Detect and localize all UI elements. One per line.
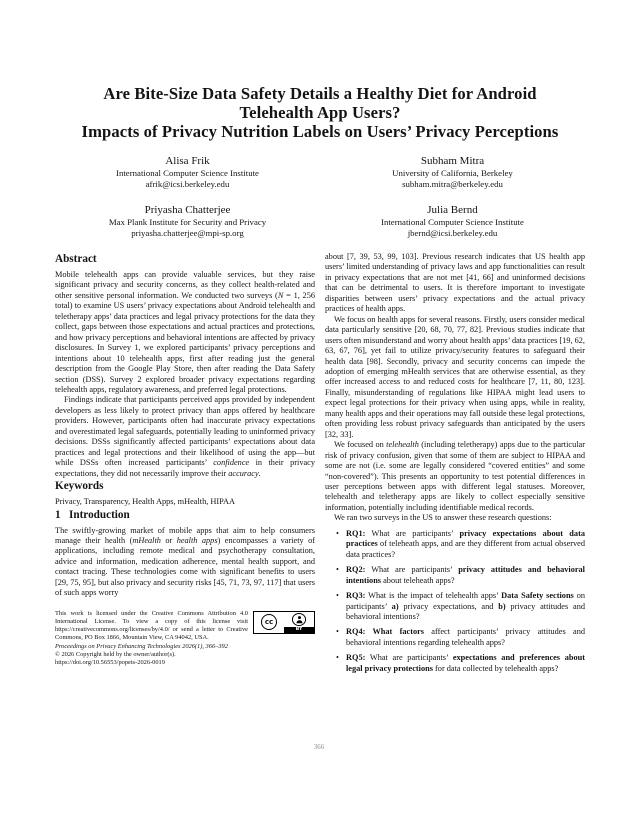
author-list — [55, 154, 585, 239]
page-number: 366 — [313, 744, 325, 751]
by-label: BY — [284, 627, 314, 633]
doi-link[interactable]: https://doi.org/10.56553/popets-2026-0019 — [55, 658, 165, 666]
author-block-4 — [320, 203, 585, 239]
intro-paragraph-4: We focused on telehealth (including teletherapy) apps due to the particular risk of privacy confusion, given that some of them are subject to HIPAA and some are not (i.e. some are legally considered “covered entities” and some “non-covered”). This presents an opportunity to test potential differences in user perceptions between apps with different legal statuses. Moreover, telehealth and teletherapy apps are likely to collect especially sensitive information, potentially including identifiable medical records. — [325, 440, 586, 512]
intro-paragraph-2: about [7, 39, 53, 99, 103]. Previous research indicates that US health app users’ limited understanding of privacy laws and app functionalities can result in privacy expectations that are not met [41, 66] and uninformed decisions that can be detrimental to users. It is therefore important to investigate disparities between users’ privacy expectations and the actual privacy practices of health apps. — [325, 252, 585, 314]
intro-paragraph-1: The swiftly-growing market of mobile apps that aim to help consumers manage their health (mHealth or health apps) encompasses a variety of applications, including remote medical and psychotherapy consultation, advice and information, medication adherence, mental health support, and contact tracing. These technologies come with significant benefits to users [29, 75, 95], but also privacy and security risks [45, 71, 73, 97, 117] that users of such apps worry — [55, 525, 315, 598]
research-questions-lead: We ran two surveys in the US to answer these research questions: — [334, 513, 552, 523]
by-person-icon — [284, 612, 314, 633]
license-block — [55, 610, 315, 667]
publication-info: Proceedings on Privacy Enhancing Technologies 2026(1), 366–392 — [55, 642, 228, 650]
copyright-notice: © 2026 Copyright held by the owner/author(s). — [55, 650, 176, 658]
bullet-icon: • — [336, 591, 339, 601]
rq-text: RQ1: What are participants’ privacy expectations about data practices of teleheath apps, and are they different from actual observed data practices? — [346, 528, 585, 559]
rq-text: RQ5: What are participants’ expectations and preferences about legal privacy protections for data collected by telehealth apps? — [346, 653, 585, 673]
two-column-body — [55, 252, 585, 679]
cc-by-badge — [253, 611, 315, 634]
paper-title-line2: Telehealth App Users? — [239, 103, 401, 122]
abstract-paragraph-2: Findings indicate that participants perceived apps provided by independent developers as less likely to protect privacy than apps offered by healthcare providers. However, participants often had inaccurate privacy expectations and overestimated legal safeguards, potentially leading to uninformed privacy decisions. DSSs significantly affected participants’ expectations about data practices and legal protections and their likelihood of using the app—but while DSSs often increased participants’ confidence in their privacy expectations, they did not necessarily improve their accuracy. — [55, 395, 316, 478]
rq-item-1 — [336, 529, 585, 560]
research-question-list — [325, 529, 585, 674]
keywords-text: Privacy, Transparency, Health Apps, mHealth, HIPAA — [55, 497, 235, 507]
keywords-heading: Keywords — [55, 480, 104, 493]
author-block-3 — [55, 203, 320, 239]
paper-title-line3: Impacts of Privacy Nutrition Labels on Users’ Privacy Perceptions — [81, 122, 559, 141]
author-affiliation: University of California, Berkeley — [392, 168, 513, 178]
author-email: priyasha.chatterjee@mpi-sp.org — [131, 228, 244, 238]
abstract-paragraph-1: Mobile telehealth apps can provide valuable services, but they raise significant privacy and security concerns, as they collect health-related and other sensitive personal information. We conducted two surveys (N = 1, 256 total) to examine US users’ privacy expectations about Android telehealth and teletherapy apps’ data practices and legal privacy protections for the data they collect, gaps between those expectations and actual practices and protections, and how privacy perceptions and behavioral intentions are affected by privacy disclosures. In Survey 1, we explored participants’ privacy perceptions and intentions about 10 telehealth apps, first after reading just the general description from the Google Play Store, then after reading the Data Safety section (DSS). Survey 2 explored broader privacy expectations regarding telehealth apps, regulatory awareness, and preferred legal protections. — [55, 270, 315, 394]
bullet-icon: • — [336, 627, 339, 637]
left-column — [55, 252, 315, 667]
author-affiliation: International Computer Science Institute — [116, 168, 259, 178]
paper-title — [55, 84, 585, 141]
author-block-2 — [320, 154, 585, 190]
paper-content — [55, 84, 585, 679]
author-affiliation: Max Plank Institute for Security and Privacy — [108, 217, 267, 227]
author-email: subham.mitra@berkeley.edu — [402, 179, 503, 189]
rq-item-2 — [336, 565, 585, 586]
rq-item-3 — [336, 591, 585, 622]
cc-icon: cc — [254, 612, 284, 633]
paper-title-line1: Are Bite-Size Data Safety Details a Healthy Diet for Android — [103, 84, 537, 103]
bullet-icon: • — [336, 653, 339, 663]
rq-text: RQ2: What are participants’ privacy attitudes and behavioral intentions about teleheath apps? — [346, 565, 585, 585]
rq-text: RQ4: What factors affect participants’ privacy attitudes and behavioral intentions regarding telehealth apps? — [346, 627, 585, 647]
section-title: Introduction — [69, 508, 130, 521]
intro-paragraph-3: We focus on health apps for several reasons. Firstly, users consider medical data particularly sensitive [20, 68, 70, 77, 82]. Previous studies indicate that users often misunderstand and worry about health apps’ data practices [19, 62, 63, 67, 76], yet fail to utilize privacy/security features to safeguard their health data [98]. Secondly, privacy and security concerns can impede the adoption of emerging mHealth services that are otherwise essential, as they offer increased access to and reduced costs for healthcare [7, 11, 80, 123]. Finally, misunderstanding of regulations like HIPAA might lead users to expect legal protections for their privacy when using apps, while in reality, many health apps and their operations may fall outside these legal protections, often providing less robust privacy safeguards than anticipated by the users [32, 33]. — [325, 314, 585, 439]
author-email: jbernd@icsi.berkeley.edu — [407, 228, 498, 238]
section-1-heading — [55, 508, 315, 522]
author-name: Alisa Frik — [165, 155, 210, 167]
author-affiliation: International Computer Science Institute — [381, 217, 524, 227]
abstract-heading: Abstract — [55, 253, 97, 265]
right-column — [325, 252, 585, 679]
author-name: Julia Bernd — [427, 204, 478, 216]
license-text: This work is licensed under the Creative Commons Attribution 4.0 International License. To view a copy of this license visit https://creativecommons.org/licenses/by/4.0/ or send a letter to Creative Commons, PO Box 1866, Mountain View, CA 94042, USA. — [55, 609, 248, 642]
author-block-1 — [55, 154, 320, 190]
author-email: afrik@icsi.berkeley.edu — [145, 179, 230, 189]
rq-item-5 — [336, 653, 585, 674]
section-number: 1 — [55, 508, 61, 521]
rq-text: RQ3: What is the impact of telehealth apps’ Data Safety sections on participants’ a) privacy expectations, and b) privacy attitudes and behavioral intentions? — [346, 591, 585, 621]
author-name: Subham Mitra — [420, 155, 485, 167]
rq-item-4 — [336, 627, 585, 648]
bullet-icon: • — [336, 528, 339, 538]
bullet-icon: • — [336, 565, 339, 575]
author-name: Priyasha Chatterjee — [144, 204, 231, 216]
